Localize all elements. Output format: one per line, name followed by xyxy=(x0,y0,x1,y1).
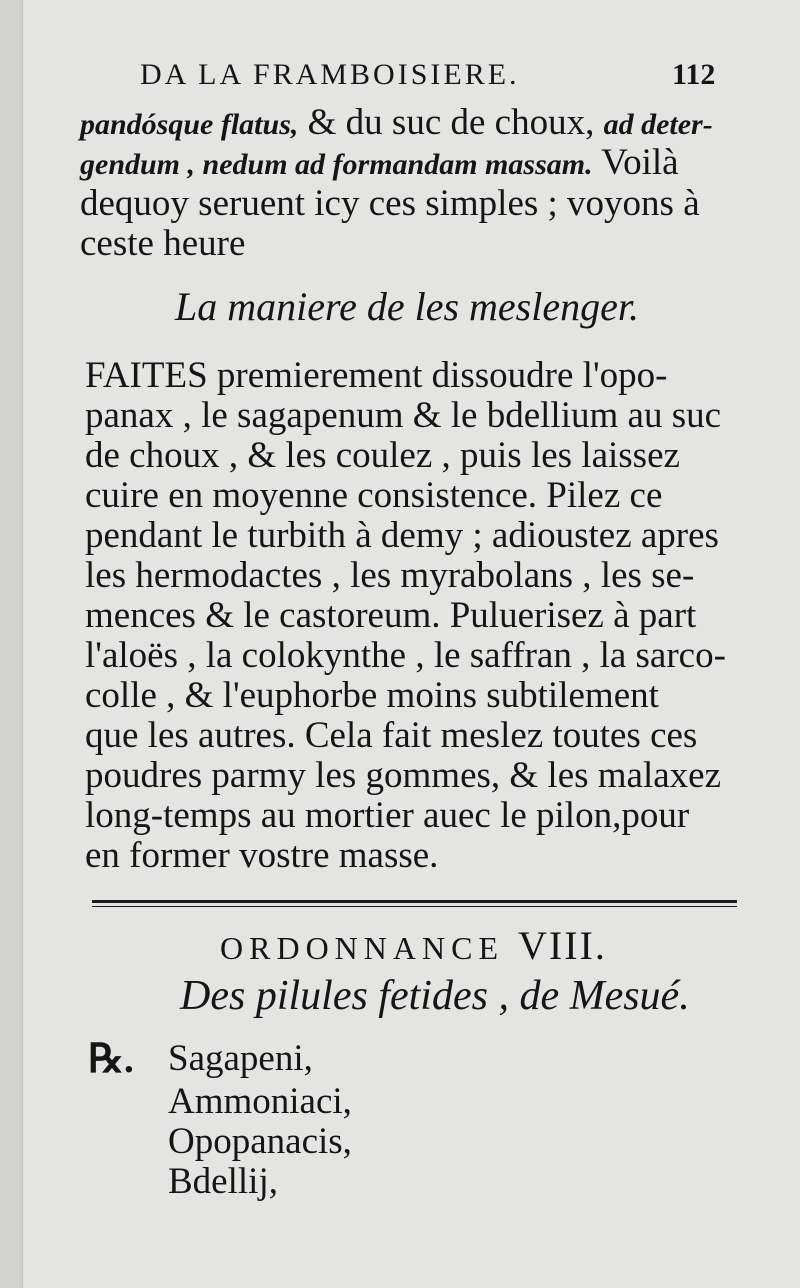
paragraph-line: de choux , & les coulez , puis les laissez xyxy=(85,435,680,476)
section-title: La maniere de les meslenger. xyxy=(175,284,639,329)
text-line-3: dequoy seruent icy ces simples ; voyons à xyxy=(80,183,700,224)
ordonnance-heading xyxy=(220,922,607,969)
ingredient-item: Bdellij, xyxy=(168,1161,278,1202)
latin-fragment: gendum , nedum ad formandam massam. xyxy=(80,148,593,181)
text-line-2 xyxy=(80,143,679,185)
paragraph-line: l'aloës , la colokynthe , le saffran , la sarco- xyxy=(85,635,726,676)
section-divider-thin xyxy=(92,906,737,907)
paragraph-line: que les autres. Cela fait meslez toutes ces xyxy=(85,715,698,756)
ordonnance-number: VIII. xyxy=(518,923,607,968)
recipe-symbol: ℞. xyxy=(88,1036,134,1081)
page-gutter xyxy=(0,0,23,1288)
page-number: 112 xyxy=(672,58,716,91)
recipe-title: Des pilules fetides , de Mesué. xyxy=(180,973,690,1019)
ingredient-item: Ammoniaci, xyxy=(168,1081,352,1122)
text-run: & du suc de choux, xyxy=(298,102,604,143)
ingredient-item: Opopanacis, xyxy=(168,1121,352,1162)
paragraph-line: les hermodactes , les myrabolans , les se- xyxy=(85,555,695,596)
text-line-1 xyxy=(80,103,713,145)
paragraph-line: FAITES premierement dissoudre l'opo- xyxy=(85,355,668,396)
ingredient-item: Sagapeni, xyxy=(168,1038,313,1079)
text-line-4: ceste heure xyxy=(80,223,246,264)
paragraph-line: pendant le turbith à demy ; adioustez apres xyxy=(85,515,719,556)
ordonnance-label: ORDONNANCE xyxy=(220,930,504,966)
running-head: DA LA FRAMBOISIERE. xyxy=(140,58,520,91)
section-divider xyxy=(92,900,737,903)
paragraph-line: cuire en moyenne consistence. Pilez ce xyxy=(85,475,663,516)
paragraph-line: en former vostre masse. xyxy=(85,835,439,876)
latin-fragment: pandósque flatus, xyxy=(80,108,299,141)
paragraph-line: mences & le castoreum. Puluerisez à part xyxy=(85,595,697,636)
paragraph-line: poudres parmy les gommes, & les malaxez xyxy=(85,755,722,796)
paragraph-line: colle , & l'euphorbe moins subtilement xyxy=(85,675,659,716)
paragraph-line: long-temps au mortier auec le pilon,pour xyxy=(85,795,690,836)
text-run: Voilà xyxy=(592,142,679,183)
latin-fragment: ad deter- xyxy=(603,108,713,141)
paragraph-line: panax , le sagapenum & le bdellium au suc xyxy=(85,395,722,436)
